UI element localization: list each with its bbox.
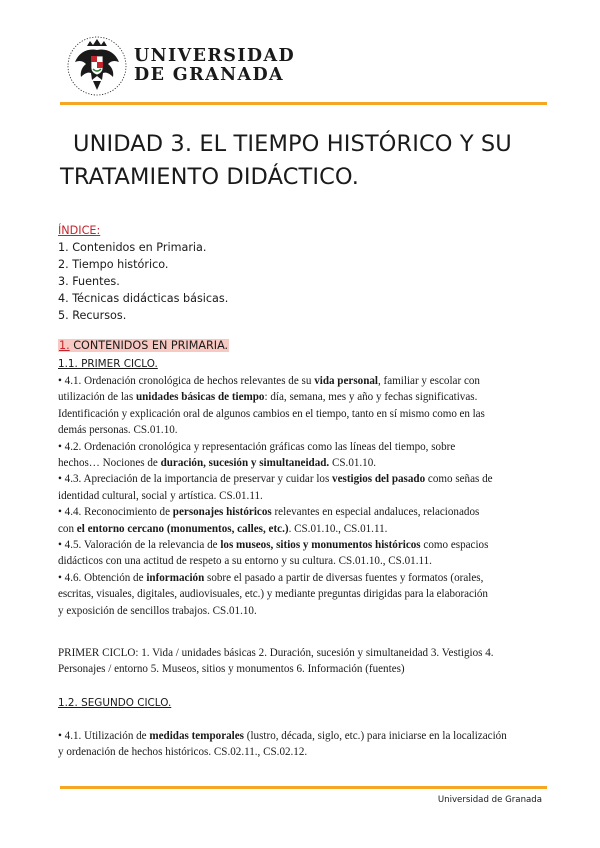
content-item: • 4.4. Reconocimiento de personajes históricos relevantes en especial andaluces, relacionados con el entorno cercano (monumentos, calles, etc.). CS.01.10., CS.01.11.: [58, 506, 480, 535]
summary-line-1: PRIMER CICLO: 1. Vida / unidades básicas 2. Duración, sucesión y simultaneidad 3. Vestigios 4.: [58, 647, 494, 659]
index-heading: ÍNDICE:: [58, 224, 101, 237]
title-line-1: UNIDAD 3. EL TIEMPO HISTÓRICO Y SU: [73, 131, 512, 157]
summary-line-2: Personajes / entorno 5. Museos, sitios y monumentos 6. Información (fuentes): [58, 663, 405, 676]
footer-text: Universidad de Granada: [437, 795, 542, 805]
primer-ciclo-content: [58, 373, 548, 619]
content-item: • 4.6. Obtención de información sobre el pasado a partir de diversas fuentes y formatos (orales, escritas, visuales, digitales, audiovisuales, etc.) y mediante preguntas dirigidas para la elaboración y exposición de sencillos trabajos. CS.01.10.: [58, 571, 488, 617]
header-divider: [60, 102, 547, 105]
segundo-ciclo-content: [58, 728, 548, 761]
index-item-5: 5. Recursos.: [58, 309, 127, 322]
index-item-2: 2. Tiempo histórico.: [58, 258, 169, 271]
university-crest-icon: [66, 34, 128, 98]
subsection-heading-1: 1.1. PRIMER CICLO.: [58, 358, 158, 370]
index-item-4: 4. Técnicas didácticas básicas.: [58, 292, 229, 305]
section-number: 1.: [59, 339, 70, 352]
section-heading: [58, 338, 548, 354]
content-item: • 4.1. Ordenación cronológica de hechos relevantes de su vida personal, familiar y escolar con utilización de las unidades básicas de tiempo: día, semana, mes y año y fechas significativas. Identificación y explicación oral de algunos cambios en el tiempo, tanto en sí mismo como en las demás personas. CS.01.10.: [58, 375, 485, 437]
page-title: [60, 128, 560, 194]
index-item-3: 3. Fuentes.: [58, 275, 120, 288]
title-line-2: TRATAMIENTO DIDÁCTICO.: [60, 164, 360, 190]
content-item: • 4.3. Apreciación de la importancia de preservar y cuidar los vestigios del pasado como señas de identidad cultural, social y artística. CS.01.11.: [58, 473, 493, 502]
primer-ciclo-summary: [58, 645, 548, 678]
content-item: • 4.5. Valoración de la relevancia de los museos, sitios y monumentos históricos como espacios didácticos con una actitud de respeto a su entorno y su cultura. CS.01.10., CS.01.11.: [58, 539, 489, 568]
university-logo: [66, 34, 295, 98]
university-name-line2: DE GRANADA: [134, 65, 285, 85]
content-item: • 4.2. Ordenación cronológica y representación gráficas como las líneas del tiempo, sobre hechos… Nociones de duración, sucesión y simultaneidad. CS.01.10.: [58, 440, 456, 470]
section-title: CONTENIDOS EN PRIMARIA.: [69, 339, 229, 352]
subsection-heading-2: 1.2. SEGUNDO CICLO.: [58, 697, 172, 709]
index-item-1: 1. Contenidos en Primaria.: [58, 241, 207, 254]
university-name-line1: UNIVERSIDAD: [134, 46, 296, 66]
content-item: • 4.1. Utilización de medidas temporales (lustro, década, siglo, etc.) para iniciarse en la localización y ordenación de hechos históricos. CS.02.11., CS.02.12.: [58, 730, 507, 759]
index-list: [58, 222, 228, 324]
footer-divider: [60, 786, 547, 789]
